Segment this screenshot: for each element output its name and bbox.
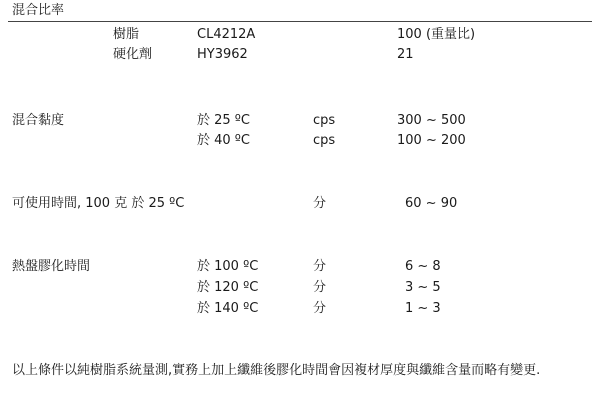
mix-ratio-heading: 混合比率 xyxy=(12,3,65,18)
gel-condition-100c: 於 100 ºC xyxy=(197,259,259,274)
resin-ratio-value: 100 (重量比) xyxy=(397,27,476,42)
gel-time-heading: 熱盤膠化時間 xyxy=(12,259,91,274)
gel-value-100c: 6 ~ 8 xyxy=(405,259,441,274)
section-divider xyxy=(8,21,592,22)
viscosity-value-25c: 300 ~ 500 xyxy=(397,113,466,128)
gel-value-120c: 3 ~ 5 xyxy=(405,280,441,295)
hardener-code: HY3962 xyxy=(197,47,248,62)
viscosity-unit-25c: cps xyxy=(313,113,336,128)
gel-unit-140c: 分 xyxy=(313,301,327,316)
resin-label: 樹脂 xyxy=(113,27,140,42)
pot-life-unit: 分 xyxy=(313,196,327,211)
gel-unit-120c: 分 xyxy=(313,280,327,295)
resin-code: CL4212A xyxy=(197,27,256,42)
hardener-ratio-value: 21 xyxy=(397,47,414,62)
hardener-label: 硬化劑 xyxy=(113,47,153,62)
mix-viscosity-heading: 混合黏度 xyxy=(12,113,65,128)
footnote: 以上條件以純樹脂系統量測,實務上加上纖維後膠化時間會因複材厚度與纖維含量而略有變更. xyxy=(12,363,541,378)
pot-life-value: 60 ~ 90 xyxy=(405,196,458,211)
gel-unit-100c: 分 xyxy=(313,259,327,274)
viscosity-condition-25c: 於 25 ºC xyxy=(197,113,251,128)
pot-life-heading: 可使用時間, 100 克 於 25 ºC xyxy=(12,196,185,211)
viscosity-value-40c: 100 ~ 200 xyxy=(397,133,466,148)
gel-condition-120c: 於 120 ºC xyxy=(197,280,259,295)
gel-condition-140c: 於 140 ºC xyxy=(197,301,259,316)
viscosity-unit-40c: cps xyxy=(313,133,336,148)
gel-value-140c: 1 ~ 3 xyxy=(405,301,441,316)
viscosity-condition-40c: 於 40 ºC xyxy=(197,133,251,148)
